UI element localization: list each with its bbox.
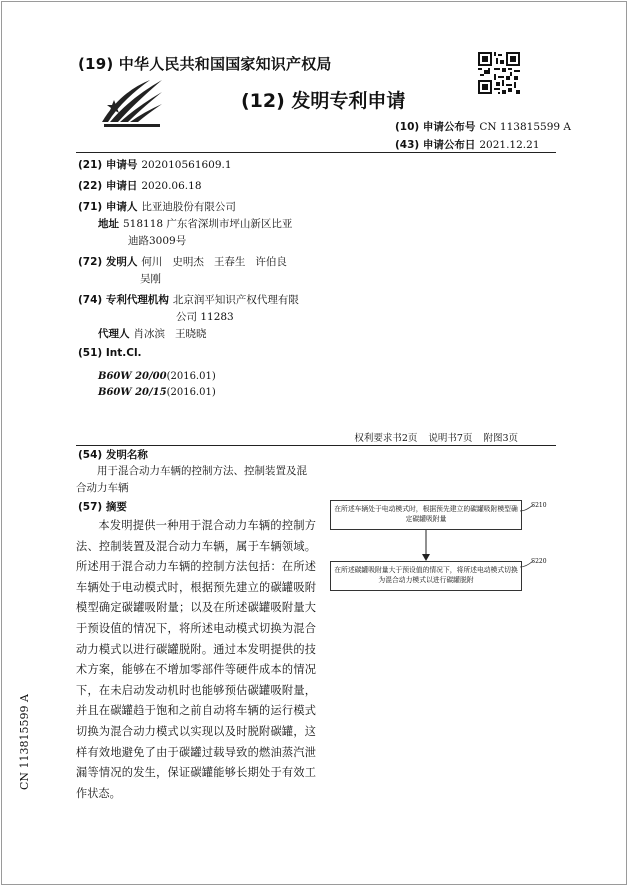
inventors-row (78, 254, 287, 269)
abstract-text: 本发明提供一种用于混合动力车辆的控制方法、控制装置及混合动力车辆，属于车辆领域。所述用于混合动力车辆的控制方法包括：在所述车辆处于电动模式时，根据预先建立的碳罐吸附模型确定碳罐吸附量；以及在所述碳罐吸附量大于预设值的情况下，将所述电动模式切换为混合动力模式以进行碳罐脱附。通过本发明提供的技术方案，能够在不增加零部件等硬件成本的情况下，在未启动发动机时也能够预估碳罐吸附量，并且在碳罐趋于饱和之前自动将车辆的运行模式切换为混合动力模式以实现以及时脱附碳罐，这样有效地避免了由于碳罐过载导致的燃油蒸汽泄漏等情况的发生，保证碳罐能够长期处于有效工作状态。 (76, 519, 316, 800)
publication-date-row (395, 137, 540, 152)
flow-tag-2: S220 (531, 558, 547, 565)
section-rule (76, 445, 556, 446)
agent-row (98, 326, 207, 341)
inventors-line-2: 吴刚 (140, 273, 161, 285)
inventors-line-2-row (140, 271, 161, 286)
flow-step-2-text: 在所述碳罐吸附量大于预设值的情况下，将所述电动模式切换为混合动力模式以进行碳罐脱附 (334, 566, 518, 584)
qr-code-icon (478, 52, 520, 94)
filing-date-row (78, 178, 202, 193)
publication-number-row (395, 119, 571, 134)
flow-step-1-text: 在所述车辆处于电动模式时，根据预先建立的碳罐吸附模型确定碳罐吸附量 (334, 505, 518, 523)
inventors-label: (72) 发明人 (78, 256, 138, 268)
office-name: (19) 中华人民共和国国家知识产权局 (78, 55, 332, 73)
application-number-row (78, 157, 232, 172)
address-line-1: 518118 广东省深圳市坪山新区比亚 (123, 218, 293, 230)
pages-info: 权利要求书2页 说明书7页 附图3页 (354, 433, 518, 444)
flow-step-1 (330, 500, 522, 530)
address-line-2: 迪路3009号 (128, 235, 187, 247)
title-label: (54) 发明名称 (78, 449, 148, 461)
agency-line-2-row (176, 309, 234, 324)
invention-title: 用于混合动力车辆的控制方法、控制装置及混合动力车辆 (76, 465, 307, 494)
agency-line-1: 北京润平知识产权代理有限 (172, 294, 299, 306)
agent-label: 代理人 (98, 328, 130, 340)
agency-row (78, 292, 299, 307)
filing-date-value: 2020.06.18 (141, 180, 202, 192)
flow-step-2 (330, 561, 522, 591)
abstract-label: (57) 摘要 (78, 501, 127, 513)
applicant-value: 比亚迪股份有限公司 (141, 201, 236, 213)
side-publication-id: CN 113815599 A (18, 694, 31, 790)
publication-number-label: (10) 申请公布号 (395, 121, 476, 133)
filing-date-label: (22) 申请日 (78, 180, 138, 192)
flow-leader-2 (520, 560, 534, 568)
agency-line-2: 公司 11283 (176, 311, 234, 323)
applicant-label: (71) 申请人 (78, 201, 138, 213)
applicant-row (78, 199, 236, 214)
header-rule (76, 152, 556, 153)
ipc-code-2: B60W 20/15 (98, 387, 167, 398)
intcl-row (78, 347, 142, 359)
publication-date-label: (43) 申请公布日 (395, 139, 476, 151)
ipc-date-2: (2016.01) (166, 387, 216, 398)
flow-tag-1: S210 (531, 502, 547, 509)
address-label: 地址 (98, 218, 119, 230)
cnipa-logo-icon (100, 78, 164, 128)
publication-date-value: 2021.12.21 (479, 139, 540, 151)
agent-value: 肖冰滨 王晓晓 (133, 328, 207, 340)
flow-leader-1 (520, 504, 534, 512)
ipc-date-1: (2016.01) (166, 371, 216, 382)
title-label-row (78, 447, 148, 462)
publication-number-value: CN 113815599 A (479, 121, 571, 133)
agency-label: (74) 专利代理机构 (78, 294, 169, 306)
intcl-label: (51) Int.Cl. (78, 347, 142, 359)
address-line-2-row (128, 233, 186, 248)
address-row (98, 216, 292, 231)
abstract-label-row (78, 499, 127, 514)
ipc-row-2 (98, 380, 216, 399)
flow-arrow (422, 530, 430, 562)
document-type: (12) 发明专利申请 (241, 90, 406, 112)
application-number-label: (21) 申请号 (78, 159, 138, 171)
ipc-code-1: B60W 20/00 (98, 371, 167, 382)
inventors-line-1: 何川 史明杰 王春生 许伯良 (141, 256, 287, 268)
application-number-value: 202010561609.1 (141, 159, 232, 171)
